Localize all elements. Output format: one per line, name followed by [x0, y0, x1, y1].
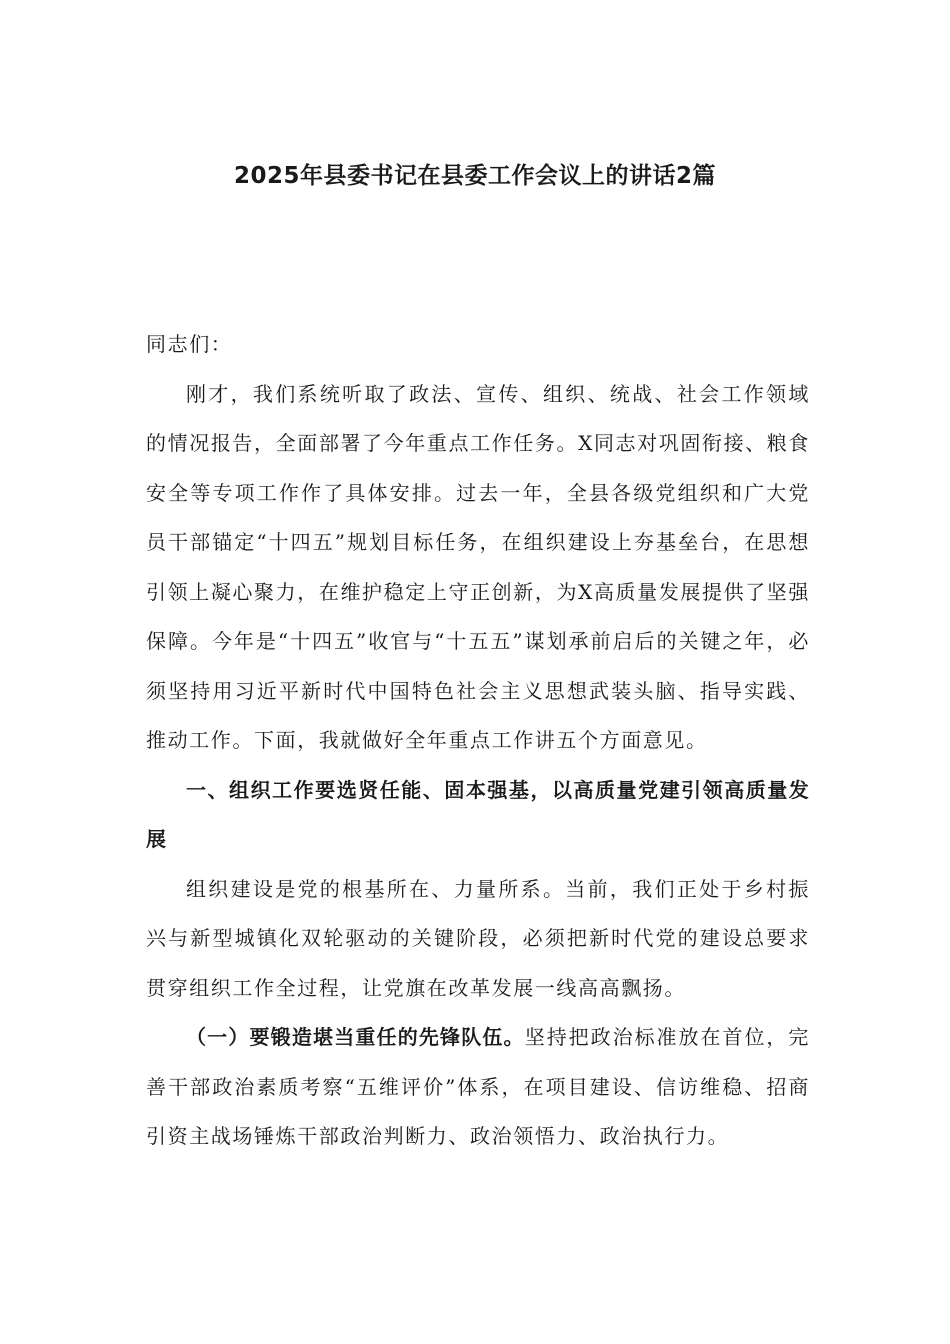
subsection-1-text: 坚持把政治标准放在首位，完善干部政治素质考察“五维评价”体系，在项目建设、信访维稳、招商引资主战场锤炼干部政治判断力、政治领悟力、政治执行力。: [146, 1025, 810, 1148]
section-heading-1: 一、组织工作要选贤任能、固本强基，以高质量党建引领高质量发展: [146, 777, 810, 851]
subsection-1: [146, 1013, 810, 1162]
subsection-1-lead: （一）要锻造堪当重任的先锋队伍。: [186, 1025, 525, 1049]
paragraph-intro: 刚才，我们系统听取了政法、宣传、组织、统战、社会工作领域的情况报告，全面部署了今年重点工作任务。X同志对巩固衔接、粮食安全等专项工作作了具体安排。过去一年，全县各级党组织和广大党员干部锚定“十四五”规划目标任务，在组织建设上夯基垒台，在思想引领上凝心聚力，在维护稳定上守正创新，为X高质量发展提供了坚强保障。今年是“十四五”收官与“十五五”谋划承前启后的关键之年，必须坚持用习近平新时代中国特色社会主义思想武装头脑、指导实践、推动工作。下面，我就做好全年重点工作讲五个方面意见。: [146, 381, 810, 752]
document-body: [146, 320, 810, 1162]
document-title: 2025年县委书记在县委工作会议上的讲话2篇: [233, 163, 717, 189]
salutation: 同志们：: [146, 332, 233, 356]
paragraph-organization: 组织建设是党的根基所在、力量所系。当前，我们正处于乡村振兴与新型城镇化双轮驱动的关键阶段，必须把新时代党的建设总要求贯穿组织工作全过程，让党旗在改革发展一线高高飘扬。: [146, 876, 810, 1000]
